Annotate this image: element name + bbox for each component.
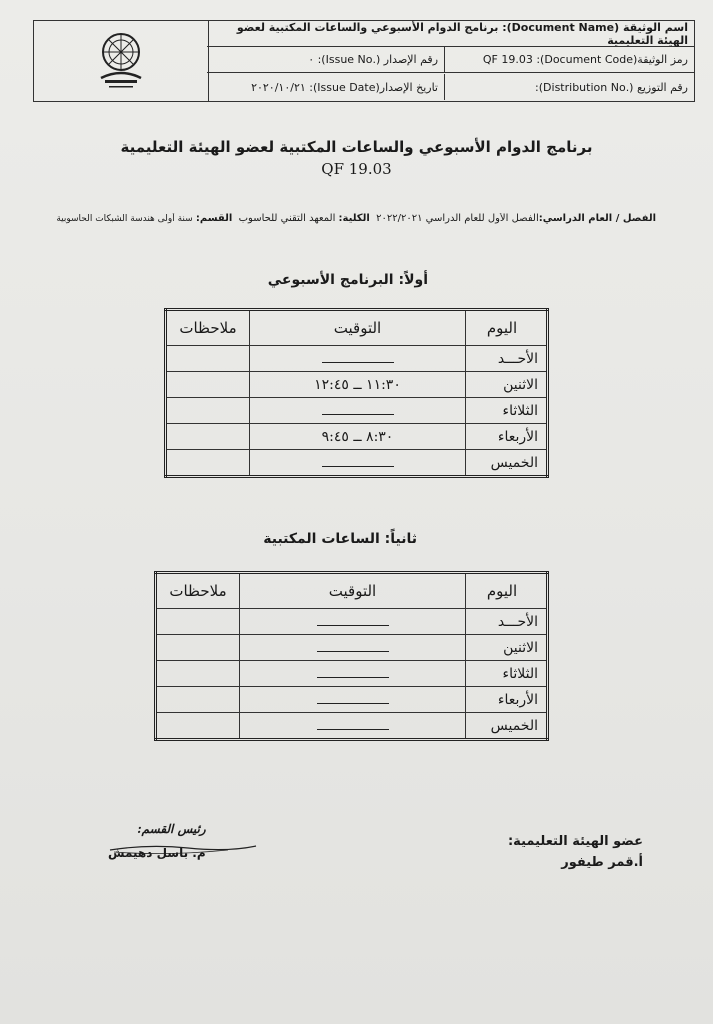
table-header-row — [156, 573, 548, 609]
member-name: أ.قمر طيفور — [561, 855, 643, 870]
notes-cell — [156, 661, 240, 687]
distribution-label: رقم التوزيع (.Distribution No): — [535, 80, 688, 94]
office-hours-table — [154, 571, 549, 741]
notes-cell — [156, 635, 240, 661]
head-name: م. باسل دهيمش — [108, 846, 206, 860]
college-value: المعهد التقني للحاسوب — [238, 213, 336, 224]
column-header-time: التوقيت — [250, 310, 466, 346]
notes-cell — [166, 450, 250, 477]
time-cell-empty — [240, 635, 466, 661]
time-cell-empty — [240, 609, 466, 635]
head-title: رئيس القسم: — [137, 822, 206, 836]
table-row — [156, 687, 548, 713]
time-cell-empty — [250, 346, 466, 372]
issue-no-cell — [207, 47, 444, 72]
time-cell-empty — [240, 713, 466, 740]
day-cell: الأحـــد — [466, 346, 548, 372]
day-cell: الخميس — [466, 450, 548, 477]
distribution-cell — [444, 74, 694, 100]
notes-cell — [156, 713, 240, 740]
header-row-distribution — [207, 74, 694, 100]
header-row-document-name — [207, 21, 694, 47]
member-title: عضو الهيئة التعليمية: — [507, 834, 643, 849]
office-hours-heading: ثانياً: الساعات المكتبية — [263, 531, 417, 547]
department-value: سنة أولى هندسة الشبكات الحاسوبية — [56, 214, 193, 224]
blank-line — [317, 695, 389, 704]
column-header-notes: ملاحظات — [166, 310, 250, 346]
issue-date-cell — [207, 74, 444, 100]
column-header-day: اليوم — [466, 310, 548, 346]
weekly-schedule-table — [164, 308, 549, 478]
notes-cell — [156, 687, 240, 713]
day-cell: الأربعاء — [466, 424, 548, 450]
table-header-row — [166, 310, 548, 346]
time-cell: ٨:٣٠ ــ ٩:٤٥ — [250, 424, 466, 450]
time-cell-empty — [250, 398, 466, 424]
notes-cell — [156, 609, 240, 635]
faculty-member-signature — [508, 834, 643, 870]
university-logo — [34, 21, 209, 101]
table-row — [166, 346, 548, 372]
notes-cell — [166, 398, 250, 424]
document-title: برنامج الدوام الأسبوعي والساعات المكتبية لعضو الهيئة التعليمية — [120, 138, 593, 156]
blank-line — [317, 617, 389, 626]
notes-cell — [166, 346, 250, 372]
blank-line — [317, 669, 389, 678]
table-row — [166, 398, 548, 424]
document-header — [33, 20, 695, 102]
time-cell-empty — [240, 661, 466, 687]
table-row — [166, 372, 548, 398]
term-value: الفصل الأول للعام الدراسي ٢٠٢٢/٢٠٢١ — [376, 213, 539, 224]
time-cell: ١١:٣٠ ــ ١٢:٤٥ — [250, 372, 466, 398]
issue-date-label: تاريخ الإصدار(Issue Date): ٢٠٢٠/١٠/٢١ — [251, 80, 438, 94]
weekly-schedule-heading: أولاً: البرنامج الأسبوعي — [267, 272, 428, 288]
table-row — [156, 713, 548, 740]
blank-line — [322, 406, 394, 415]
time-cell-empty — [240, 687, 466, 713]
notes-cell — [166, 372, 250, 398]
blank-line — [322, 458, 394, 467]
table-row — [156, 635, 548, 661]
time-cell-empty — [250, 450, 466, 477]
term-label: الفصل / العام الدراسي: — [538, 213, 656, 224]
column-header-time: التوقيت — [240, 573, 466, 609]
day-cell: الثلاثاء — [466, 661, 548, 687]
issue-no-label: رقم الإصدار (.Issue No): ٠ — [308, 53, 438, 66]
course-info-line — [36, 213, 656, 224]
college-label: الكلية: — [338, 213, 370, 224]
document-code-label: رمز الوثيقة(Document Code): QF 19.03 — [482, 53, 688, 66]
day-cell: الثلاثاء — [466, 398, 548, 424]
document-name-label: اسم الوثيقة (Document Name): برنامج الدوام الأسبوعي والساعات المكتبية لعضو الهيئة التعليمية — [236, 20, 688, 47]
blank-line — [322, 354, 394, 363]
university-emblem-icon — [91, 30, 151, 92]
table-row — [166, 450, 548, 477]
document-code: QF 19.03 — [321, 160, 392, 178]
column-header-day: اليوم — [466, 573, 548, 609]
day-cell: الاثنين — [466, 635, 548, 661]
signature-stroke-icon — [108, 838, 258, 858]
blank-line — [317, 643, 389, 652]
table-row — [156, 661, 548, 687]
notes-cell — [166, 424, 250, 450]
day-cell: الأربعاء — [466, 687, 548, 713]
document-code-cell — [444, 47, 694, 72]
day-cell: الخميس — [466, 713, 548, 740]
column-header-notes: ملاحظات — [156, 573, 240, 609]
day-cell: الأحـــد — [466, 609, 548, 635]
department-label: القسم: — [195, 213, 233, 224]
header-row-code — [207, 47, 694, 73]
table-row — [166, 424, 548, 450]
table-row — [156, 609, 548, 635]
blank-line — [317, 721, 389, 730]
day-cell: الاثنين — [466, 372, 548, 398]
